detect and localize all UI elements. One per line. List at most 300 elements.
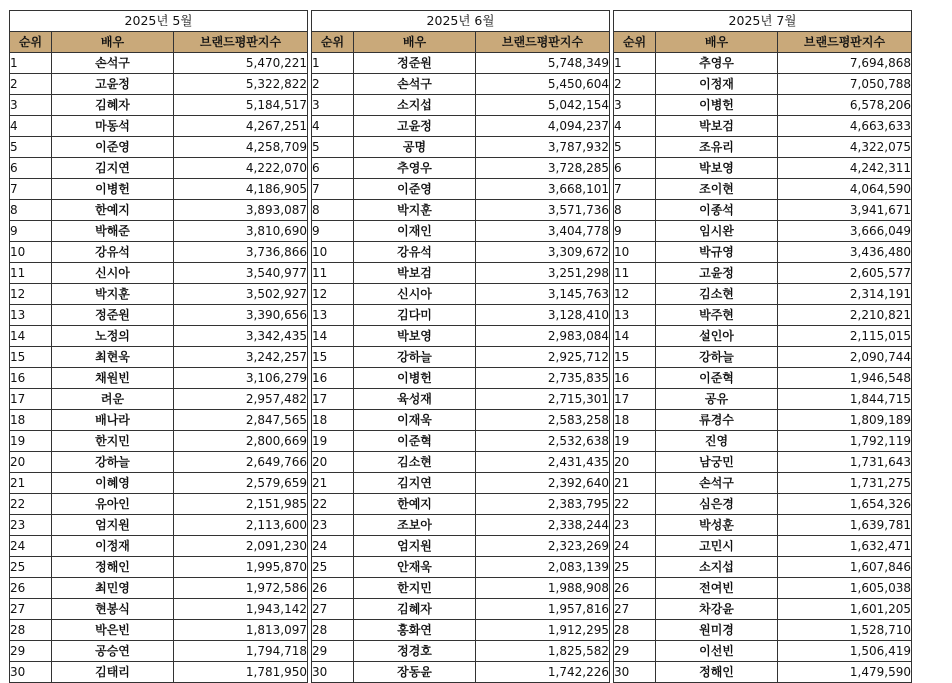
- score-cell: 3,390,656: [174, 305, 308, 326]
- actor-name-cell: 고윤정: [354, 116, 476, 137]
- actor-name-cell: 정해인: [656, 662, 778, 683]
- rank-cell: 8: [10, 200, 52, 221]
- actor-name-cell: 이병헌: [52, 179, 174, 200]
- actor-name-cell: 강유석: [52, 242, 174, 263]
- rank-cell: 30: [10, 662, 52, 683]
- table-row: [10, 557, 308, 578]
- score-cell: 5,042,154: [476, 95, 610, 116]
- rank-cell: 8: [614, 200, 656, 221]
- score-cell: 3,941,671: [778, 200, 912, 221]
- score-cell: 2,210,821: [778, 305, 912, 326]
- actor-name-cell: 박주현: [656, 305, 778, 326]
- table-row: [614, 179, 912, 200]
- actor-name-cell: 신시아: [52, 263, 174, 284]
- rank-cell: 21: [312, 473, 354, 494]
- rank-cell: 15: [10, 347, 52, 368]
- table-row: [10, 620, 308, 641]
- score-cell: 1,946,548: [778, 368, 912, 389]
- score-header: 브랜드평판지수: [476, 32, 610, 53]
- score-cell: 4,186,905: [174, 179, 308, 200]
- actor-name-cell: 엄지원: [52, 515, 174, 536]
- score-cell: 2,957,482: [174, 389, 308, 410]
- rank-cell: 4: [10, 116, 52, 137]
- rank-cell: 17: [10, 389, 52, 410]
- rank-cell: 12: [10, 284, 52, 305]
- score-cell: 1,809,189: [778, 410, 912, 431]
- score-cell: 1,607,846: [778, 557, 912, 578]
- rank-cell: 22: [312, 494, 354, 515]
- score-cell: 1,528,710: [778, 620, 912, 641]
- score-cell: 1,731,275: [778, 473, 912, 494]
- actor-name-cell: 배나라: [52, 410, 174, 431]
- score-cell: 3,342,435: [174, 326, 308, 347]
- table-row: [10, 179, 308, 200]
- table-row: [614, 620, 912, 641]
- rank-cell: 3: [614, 95, 656, 116]
- score-cell: 2,091,230: [174, 536, 308, 557]
- table-row: [312, 578, 610, 599]
- score-cell: 2,715,301: [476, 389, 610, 410]
- rank-cell: 5: [614, 137, 656, 158]
- actor-name-cell: 김소현: [656, 284, 778, 305]
- table-row: [312, 431, 610, 452]
- actor-name-cell: 홍화연: [354, 620, 476, 641]
- rank-cell: 14: [10, 326, 52, 347]
- table-row: [312, 473, 610, 494]
- actor-name-cell: 박은빈: [52, 620, 174, 641]
- actor-name-cell: 심은경: [656, 494, 778, 515]
- ranking-tables: [9, 10, 912, 683]
- score-cell: 3,787,932: [476, 137, 610, 158]
- score-cell: 2,983,084: [476, 326, 610, 347]
- actor-name-cell: 이병헌: [656, 95, 778, 116]
- rank-cell: 2: [10, 74, 52, 95]
- table-row: [10, 536, 308, 557]
- actor-name-cell: 이병헌: [354, 368, 476, 389]
- table-row: [10, 578, 308, 599]
- actor-name-cell: 신시아: [354, 284, 476, 305]
- table-row: [312, 95, 610, 116]
- rank-cell: 19: [10, 431, 52, 452]
- actor-name-cell: 설인아: [656, 326, 778, 347]
- score-cell: 1,632,471: [778, 536, 912, 557]
- table-row: [10, 53, 308, 74]
- actor-name-cell: 박규영: [656, 242, 778, 263]
- table-row: [614, 242, 912, 263]
- score-header: 브랜드평판지수: [778, 32, 912, 53]
- rank-cell: 17: [614, 389, 656, 410]
- rank-cell: 4: [312, 116, 354, 137]
- rank-cell: 9: [312, 221, 354, 242]
- score-cell: 7,050,788: [778, 74, 912, 95]
- rank-cell: 6: [312, 158, 354, 179]
- actor-name-cell: 박보검: [656, 116, 778, 137]
- actor-name-cell: 마동석: [52, 116, 174, 137]
- table-row: [10, 641, 308, 662]
- rank-cell: 5: [10, 137, 52, 158]
- rank-cell: 1: [10, 53, 52, 74]
- score-cell: 2,579,659: [174, 473, 308, 494]
- table-row: [10, 515, 308, 536]
- score-cell: 1,912,295: [476, 620, 610, 641]
- table-row: [614, 389, 912, 410]
- actor-header: 배우: [52, 32, 174, 53]
- table-row: [312, 389, 610, 410]
- rank-cell: 10: [10, 242, 52, 263]
- score-cell: 1,506,419: [778, 641, 912, 662]
- actor-name-cell: 김혜자: [52, 95, 174, 116]
- table-row: [10, 95, 308, 116]
- score-cell: 1,605,038: [778, 578, 912, 599]
- actor-header: 배우: [656, 32, 778, 53]
- rank-cell: 6: [614, 158, 656, 179]
- score-cell: 3,728,285: [476, 158, 610, 179]
- score-cell: 3,128,410: [476, 305, 610, 326]
- score-cell: 5,184,517: [174, 95, 308, 116]
- score-cell: 2,800,669: [174, 431, 308, 452]
- actor-name-cell: 김소현: [354, 452, 476, 473]
- table-row: [614, 347, 912, 368]
- actor-header: 배우: [354, 32, 476, 53]
- rank-cell: 22: [10, 494, 52, 515]
- table-row: [614, 536, 912, 557]
- actor-name-cell: 김다미: [354, 305, 476, 326]
- score-cell: 3,502,927: [174, 284, 308, 305]
- actor-name-cell: 최현욱: [52, 347, 174, 368]
- rank-cell: 1: [312, 53, 354, 74]
- actor-name-cell: 김지연: [52, 158, 174, 179]
- table-row: [614, 662, 912, 683]
- actor-name-cell: 이혜영: [52, 473, 174, 494]
- score-cell: 4,322,075: [778, 137, 912, 158]
- actor-name-cell: 한지민: [354, 578, 476, 599]
- rank-cell: 22: [614, 494, 656, 515]
- table-row: [10, 263, 308, 284]
- actor-name-cell: 강하늘: [656, 347, 778, 368]
- table-row: [614, 158, 912, 179]
- rank-cell: 18: [614, 410, 656, 431]
- rank-cell: 7: [10, 179, 52, 200]
- score-cell: 2,151,985: [174, 494, 308, 515]
- actor-name-cell: 육성재: [354, 389, 476, 410]
- actor-name-cell: 박성훈: [656, 515, 778, 536]
- table-row: [614, 284, 912, 305]
- table-row: [614, 578, 912, 599]
- score-cell: 5,450,604: [476, 74, 610, 95]
- rank-cell: 26: [312, 578, 354, 599]
- table-row: [10, 242, 308, 263]
- table-row: [312, 641, 610, 662]
- rank-cell: 15: [614, 347, 656, 368]
- table-row: [614, 494, 912, 515]
- month-table-may: [9, 10, 308, 683]
- score-cell: 1,742,226: [476, 662, 610, 683]
- month-title: 2025년 6월: [312, 11, 610, 32]
- rank-cell: 17: [312, 389, 354, 410]
- actor-name-cell: 이정재: [656, 74, 778, 95]
- rank-cell: 1: [614, 53, 656, 74]
- score-cell: 2,090,744: [778, 347, 912, 368]
- table-row: [10, 200, 308, 221]
- table-row: [614, 431, 912, 452]
- actor-name-cell: 고윤정: [656, 263, 778, 284]
- score-cell: 1,972,586: [174, 578, 308, 599]
- table-row: [10, 305, 308, 326]
- rank-cell: 21: [614, 473, 656, 494]
- actor-name-cell: 이재욱: [354, 410, 476, 431]
- rank-cell: 11: [614, 263, 656, 284]
- actor-name-cell: 정경호: [354, 641, 476, 662]
- score-cell: 2,532,638: [476, 431, 610, 452]
- rank-cell: 29: [614, 641, 656, 662]
- table-row: [614, 53, 912, 74]
- table-row: [312, 494, 610, 515]
- score-cell: 4,663,633: [778, 116, 912, 137]
- actor-name-cell: 채원빈: [52, 368, 174, 389]
- rank-cell: 19: [312, 431, 354, 452]
- score-cell: 1,601,205: [778, 599, 912, 620]
- rank-cell: 13: [10, 305, 52, 326]
- score-cell: 1,813,097: [174, 620, 308, 641]
- table-row: [312, 368, 610, 389]
- actor-name-cell: 고윤정: [52, 74, 174, 95]
- actor-name-cell: 이준영: [354, 179, 476, 200]
- rank-cell: 24: [10, 536, 52, 557]
- table-row: [614, 305, 912, 326]
- table-row: [312, 620, 610, 641]
- rank-cell: 26: [10, 578, 52, 599]
- rank-cell: 16: [614, 368, 656, 389]
- score-cell: 4,094,237: [476, 116, 610, 137]
- score-cell: 3,436,480: [778, 242, 912, 263]
- table-row: [10, 431, 308, 452]
- table-row: [312, 137, 610, 158]
- rank-cell: 18: [10, 410, 52, 431]
- rank-header: 순위: [614, 32, 656, 53]
- table-row: [614, 263, 912, 284]
- rank-cell: 3: [10, 95, 52, 116]
- rank-cell: 13: [614, 305, 656, 326]
- score-cell: 2,649,766: [174, 452, 308, 473]
- actor-name-cell: 현봉식: [52, 599, 174, 620]
- score-cell: 6,578,206: [778, 95, 912, 116]
- score-cell: 3,309,672: [476, 242, 610, 263]
- rank-header: 순위: [10, 32, 52, 53]
- table-row: [614, 641, 912, 662]
- actor-name-cell: 정해인: [52, 557, 174, 578]
- score-cell: 2,323,269: [476, 536, 610, 557]
- actor-name-cell: 정준원: [52, 305, 174, 326]
- rank-cell: 27: [312, 599, 354, 620]
- actor-name-cell: 박해준: [52, 221, 174, 242]
- actor-name-cell: 유아인: [52, 494, 174, 515]
- rank-cell: 21: [10, 473, 52, 494]
- actor-name-cell: 장동윤: [354, 662, 476, 683]
- rank-cell: 16: [10, 368, 52, 389]
- score-cell: 1,731,643: [778, 452, 912, 473]
- rank-cell: 28: [312, 620, 354, 641]
- table-row: [312, 284, 610, 305]
- score-cell: 1,794,718: [174, 641, 308, 662]
- table-row: [10, 410, 308, 431]
- rank-cell: 27: [614, 599, 656, 620]
- score-cell: 2,083,139: [476, 557, 610, 578]
- table-row: [312, 158, 610, 179]
- actor-name-cell: 강하늘: [52, 452, 174, 473]
- actor-name-cell: 박보영: [656, 158, 778, 179]
- score-cell: 1,639,781: [778, 515, 912, 536]
- actor-name-cell: 박보영: [354, 326, 476, 347]
- rank-cell: 29: [10, 641, 52, 662]
- table-row: [312, 326, 610, 347]
- rank-cell: 4: [614, 116, 656, 137]
- rank-cell: 23: [312, 515, 354, 536]
- actor-name-cell: 류경수: [656, 410, 778, 431]
- actor-name-cell: 조이현: [656, 179, 778, 200]
- rank-cell: 14: [312, 326, 354, 347]
- rank-cell: 30: [614, 662, 656, 683]
- score-cell: 3,540,977: [174, 263, 308, 284]
- table-row: [614, 515, 912, 536]
- table-row: [312, 599, 610, 620]
- score-cell: 2,583,258: [476, 410, 610, 431]
- score-cell: 2,113,600: [174, 515, 308, 536]
- table-row: [10, 221, 308, 242]
- actor-name-cell: 한지민: [52, 431, 174, 452]
- table-row: [312, 116, 610, 137]
- rank-cell: 6: [10, 158, 52, 179]
- rank-cell: 3: [312, 95, 354, 116]
- actor-name-cell: 조보아: [354, 515, 476, 536]
- table-row: [312, 74, 610, 95]
- table-row: [10, 599, 308, 620]
- actor-name-cell: 임시완: [656, 221, 778, 242]
- rank-cell: 20: [614, 452, 656, 473]
- table-row: [614, 221, 912, 242]
- actor-name-cell: 소지섭: [656, 557, 778, 578]
- score-cell: 3,666,049: [778, 221, 912, 242]
- rank-cell: 25: [312, 557, 354, 578]
- table-row: [312, 452, 610, 473]
- score-cell: 3,893,087: [174, 200, 308, 221]
- table-row: [10, 662, 308, 683]
- table-row: [312, 263, 610, 284]
- month-title: 2025년 5월: [10, 11, 308, 32]
- score-cell: 3,668,101: [476, 179, 610, 200]
- rank-cell: 25: [10, 557, 52, 578]
- actor-name-cell: 한예지: [354, 494, 476, 515]
- rank-cell: 25: [614, 557, 656, 578]
- table-row: [10, 158, 308, 179]
- actor-name-cell: 이선빈: [656, 641, 778, 662]
- table-row: [614, 95, 912, 116]
- score-cell: 1,825,582: [476, 641, 610, 662]
- actor-name-cell: 이재인: [354, 221, 476, 242]
- rank-cell: 20: [312, 452, 354, 473]
- score-cell: 1,988,908: [476, 578, 610, 599]
- table-row: [614, 137, 912, 158]
- table-row: [10, 347, 308, 368]
- table-row: [312, 305, 610, 326]
- score-cell: 2,847,565: [174, 410, 308, 431]
- actor-name-cell: 차강윤: [656, 599, 778, 620]
- rank-cell: 28: [614, 620, 656, 641]
- rank-cell: 9: [614, 221, 656, 242]
- actor-name-cell: 엄지원: [354, 536, 476, 557]
- table-row: [10, 494, 308, 515]
- table-row: [312, 221, 610, 242]
- score-cell: 2,431,435: [476, 452, 610, 473]
- actor-name-cell: 소지섭: [354, 95, 476, 116]
- score-cell: 3,106,279: [174, 368, 308, 389]
- rank-cell: 30: [312, 662, 354, 683]
- score-cell: 5,322,822: [174, 74, 308, 95]
- rank-cell: 8: [312, 200, 354, 221]
- score-cell: 1,792,119: [778, 431, 912, 452]
- score-cell: 1,479,590: [778, 662, 912, 683]
- table-row: [10, 74, 308, 95]
- rank-cell: 13: [312, 305, 354, 326]
- rank-cell: 7: [614, 179, 656, 200]
- score-cell: 4,267,251: [174, 116, 308, 137]
- actor-name-cell: 조유리: [656, 137, 778, 158]
- rank-cell: 24: [312, 536, 354, 557]
- table-row: [312, 662, 610, 683]
- rank-cell: 23: [10, 515, 52, 536]
- rank-cell: 29: [312, 641, 354, 662]
- table-row: [614, 200, 912, 221]
- table-row: [312, 515, 610, 536]
- rank-cell: 19: [614, 431, 656, 452]
- rank-cell: 9: [10, 221, 52, 242]
- table-row: [312, 410, 610, 431]
- table-row: [614, 116, 912, 137]
- table-row: [614, 326, 912, 347]
- actor-name-cell: 추영우: [354, 158, 476, 179]
- rank-cell: 10: [614, 242, 656, 263]
- score-cell: 1,781,950: [174, 662, 308, 683]
- rank-cell: 10: [312, 242, 354, 263]
- rank-cell: 5: [312, 137, 354, 158]
- actor-name-cell: 추영우: [656, 53, 778, 74]
- table-row: [10, 368, 308, 389]
- score-cell: 3,404,778: [476, 221, 610, 242]
- actor-name-cell: 안재욱: [354, 557, 476, 578]
- score-cell: 1,957,816: [476, 599, 610, 620]
- actor-name-cell: 공승연: [52, 641, 174, 662]
- score-cell: 2,314,191: [778, 284, 912, 305]
- score-cell: 1,844,715: [778, 389, 912, 410]
- table-row: [614, 557, 912, 578]
- actor-name-cell: 한예지: [52, 200, 174, 221]
- score-cell: 2,383,795: [476, 494, 610, 515]
- actor-name-cell: 이정재: [52, 536, 174, 557]
- table-row: [312, 179, 610, 200]
- score-cell: 2,735,835: [476, 368, 610, 389]
- table-row: [312, 200, 610, 221]
- actor-name-cell: 노정의: [52, 326, 174, 347]
- rank-cell: 11: [10, 263, 52, 284]
- rank-cell: 27: [10, 599, 52, 620]
- table-row: [614, 599, 912, 620]
- score-cell: 5,748,349: [476, 53, 610, 74]
- table-row: [10, 326, 308, 347]
- month-table-june: [311, 10, 610, 683]
- actor-name-cell: 고민시: [656, 536, 778, 557]
- score-cell: 1,654,326: [778, 494, 912, 515]
- score-cell: 2,925,712: [476, 347, 610, 368]
- score-cell: 1,943,142: [174, 599, 308, 620]
